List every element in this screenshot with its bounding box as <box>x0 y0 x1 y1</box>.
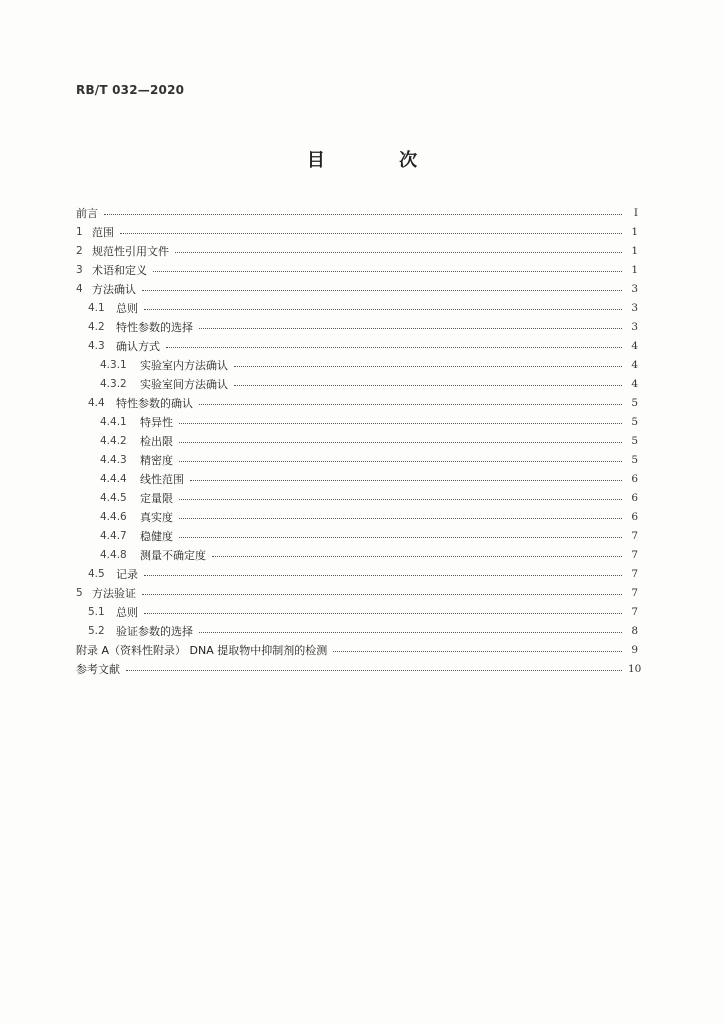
toc-entry-number: 4.4.5 <box>100 492 127 504</box>
dot-leader <box>179 518 622 519</box>
toc-entry-page-number: 4 <box>631 340 638 352</box>
toc-entry-number: 5.2 <box>88 625 105 637</box>
toc-entry-number: 4.4.2 <box>100 435 127 447</box>
toc-entry-number: 2 <box>76 245 83 257</box>
toc-entry[interactable] <box>76 584 638 603</box>
toc-entry[interactable] <box>76 204 638 223</box>
toc-entry-label: 特异性 <box>140 416 173 429</box>
toc-entry-page-number: 6 <box>631 511 638 523</box>
toc-entry-label: 方法验证 <box>92 587 136 600</box>
toc-entry[interactable] <box>76 337 638 356</box>
dot-leader <box>153 271 622 272</box>
toc-entry-label: 范围 <box>92 226 114 239</box>
dot-leader <box>104 214 622 215</box>
toc-entry-number: 4.4.3 <box>100 454 127 466</box>
dot-leader <box>199 632 622 633</box>
dot-leader <box>175 252 622 253</box>
toc-entry-page-number: 8 <box>631 625 638 637</box>
toc-entry-number: 1 <box>76 226 83 238</box>
toc-entry-label: 前言 <box>76 207 98 220</box>
toc-entry-number: 4.2 <box>88 321 105 333</box>
toc-entry[interactable] <box>76 527 638 546</box>
toc-entry-label: 术语和定义 <box>92 264 147 277</box>
toc-entry[interactable] <box>76 394 638 413</box>
dot-leader <box>179 537 622 538</box>
toc-entry-label: 规范性引用文件 <box>92 245 169 258</box>
toc-entry[interactable] <box>76 375 638 394</box>
toc-entry[interactable] <box>76 451 638 470</box>
dot-leader <box>179 499 622 500</box>
toc-entry-page-number: 3 <box>631 302 638 314</box>
dot-leader <box>234 385 622 386</box>
dot-leader <box>212 556 622 557</box>
toc-entry-label: 真实度 <box>140 511 173 524</box>
toc-entry-page-number: 7 <box>631 530 638 542</box>
toc-entry-label: 线性范围 <box>140 473 184 486</box>
toc-entry-page-number: 1 <box>631 264 638 276</box>
dot-leader <box>120 233 622 234</box>
toc-entry-page-number: 10 <box>628 663 642 675</box>
toc-entry-number: 4.4 <box>88 397 105 409</box>
dot-leader <box>333 651 622 652</box>
toc-entry-number: 4.4.8 <box>100 549 127 561</box>
toc-entry-label: 精密度 <box>140 454 173 467</box>
toc-entry[interactable] <box>76 622 638 641</box>
dot-leader <box>190 480 622 481</box>
toc-entry-number: 4.4.6 <box>100 511 127 523</box>
toc-entry-label: 实验室间方法确认 <box>140 378 228 391</box>
toc-entry-page-number: 7 <box>631 606 638 618</box>
toc-entry-page-number: 6 <box>631 473 638 485</box>
toc-entry-page-number: 5 <box>631 435 638 447</box>
toc-entry-label: 参考文献 <box>76 663 120 676</box>
toc-entry-page-number: 6 <box>631 492 638 504</box>
toc-entry[interactable] <box>76 641 638 660</box>
toc-entry[interactable] <box>76 508 638 527</box>
toc-entry-page-number: 3 <box>631 283 638 295</box>
toc-entry-number: 5 <box>76 587 83 599</box>
toc-entry[interactable] <box>76 242 638 261</box>
toc-entry-number: 4.3.1 <box>100 359 127 371</box>
toc-entry[interactable] <box>76 280 638 299</box>
toc-entry[interactable] <box>76 318 638 337</box>
toc-entry-label: 总则 <box>116 606 138 619</box>
toc-entry-page-number: 7 <box>631 587 638 599</box>
toc-entry-number: 3 <box>76 264 83 276</box>
toc-entry[interactable] <box>76 489 638 508</box>
toc-entry-label: 测量不确定度 <box>140 549 206 562</box>
dot-leader <box>142 290 622 291</box>
dot-leader <box>142 594 622 595</box>
toc-entry-number: 4.5 <box>88 568 105 580</box>
toc-entry[interactable] <box>76 223 638 242</box>
toc-entry[interactable] <box>76 470 638 489</box>
toc-entry-page-number: 5 <box>631 397 638 409</box>
toc-entry-number: 4.3.2 <box>100 378 127 390</box>
toc-entry[interactable] <box>76 356 638 375</box>
toc-entry-label: 方法确认 <box>92 283 136 296</box>
toc-entry-number: 4.3 <box>88 340 105 352</box>
standard-code: RB/T 032—2020 <box>76 83 185 97</box>
toc-entry-label: 检出限 <box>140 435 173 448</box>
toc-entry-page-number: 4 <box>631 359 638 371</box>
toc-entry-label: 特性参数的确认 <box>116 397 193 410</box>
toc-entry-number: 4.4.4 <box>100 473 127 485</box>
toc-entry-number: 4.4.7 <box>100 530 127 542</box>
toc-entry-number: 4.4.1 <box>100 416 127 428</box>
toc-entry[interactable] <box>76 413 638 432</box>
toc-entry-page-number: 3 <box>631 321 638 333</box>
toc-entry[interactable] <box>76 299 638 318</box>
dot-leader <box>144 309 622 310</box>
toc-entry-page-number: 1 <box>631 245 638 257</box>
dot-leader <box>144 613 622 614</box>
toc-title: 目 次 <box>306 150 452 171</box>
toc-entry-number: 5.1 <box>88 606 105 618</box>
dot-leader <box>179 461 622 462</box>
toc-entry-label: 验证参数的选择 <box>116 625 193 638</box>
dot-leader <box>199 328 622 329</box>
toc-entry-label: 确认方式 <box>116 340 160 353</box>
dot-leader <box>144 575 622 576</box>
toc-entry[interactable] <box>76 565 638 584</box>
toc-entry-label: 定量限 <box>140 492 173 505</box>
toc-entry-label: 总则 <box>116 302 138 315</box>
dot-leader <box>234 366 622 367</box>
toc-entry-page-number: 4 <box>631 378 638 390</box>
toc-entry-page-number: 7 <box>631 549 638 561</box>
toc-entry[interactable] <box>76 261 638 280</box>
toc-entry-page-number: 5 <box>631 416 638 428</box>
toc-entry-page-number: 5 <box>631 454 638 466</box>
toc-entry[interactable] <box>76 546 638 565</box>
toc-entry-page-number: 9 <box>631 644 638 656</box>
toc-entry-number: 4 <box>76 283 83 295</box>
table-of-contents <box>76 204 642 679</box>
toc-entry-label: 特性参数的选择 <box>116 321 193 334</box>
dot-leader <box>126 670 622 671</box>
dot-leader <box>179 423 622 424</box>
toc-entry-label: 稳健度 <box>140 530 173 543</box>
dot-leader <box>179 442 622 443</box>
toc-entry-label: 实验室内方法确认 <box>140 359 228 372</box>
dot-leader <box>166 347 622 348</box>
toc-entry-page-number: 7 <box>631 568 638 580</box>
toc-entry-label: 记录 <box>116 568 138 581</box>
toc-entry[interactable] <box>76 603 638 622</box>
toc-entry[interactable] <box>76 432 638 451</box>
toc-entry-label: 附录 A（资料性附录） DNA 提取物中抑制剂的检测 <box>76 644 328 657</box>
toc-entry[interactable] <box>76 660 642 679</box>
toc-entry-page-number: I <box>633 207 638 219</box>
toc-entry-page-number: 1 <box>631 226 638 238</box>
toc-entry-number: 4.1 <box>88 302 105 314</box>
dot-leader <box>199 404 622 405</box>
